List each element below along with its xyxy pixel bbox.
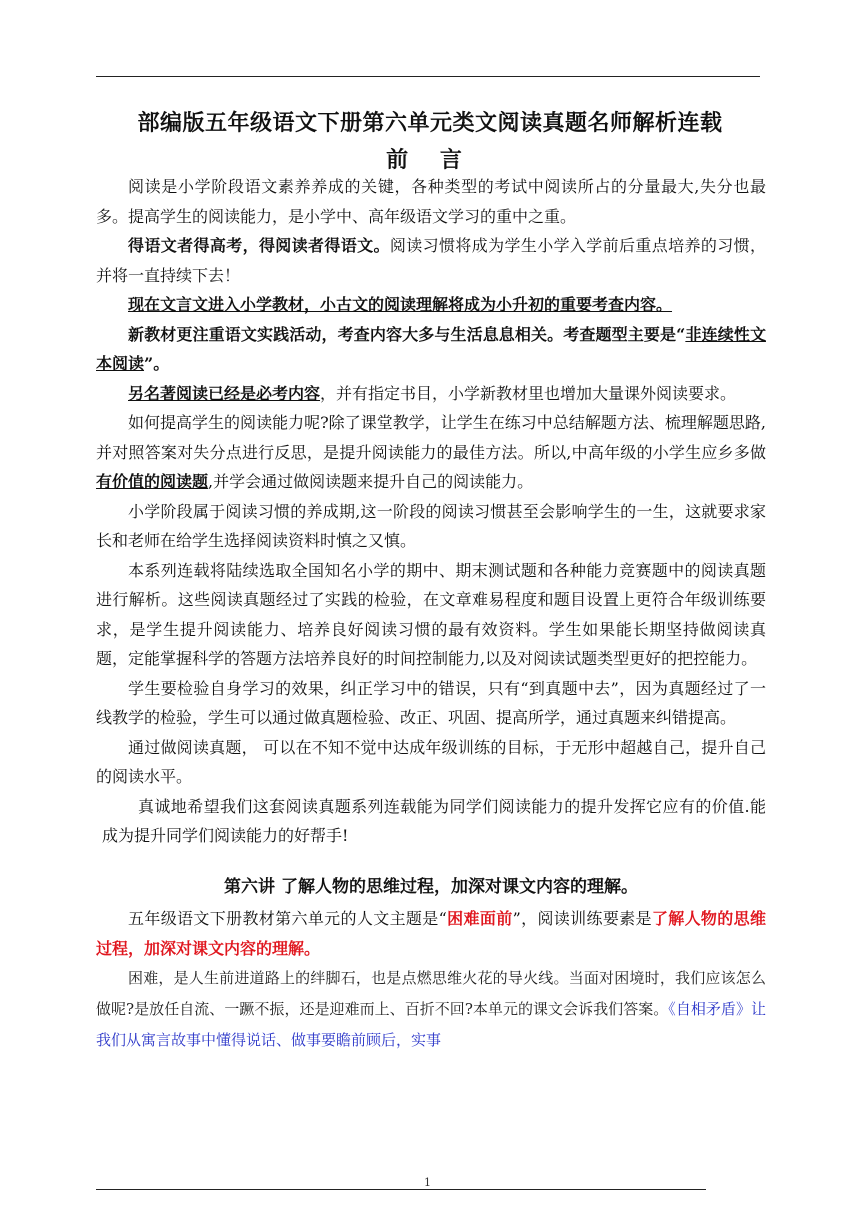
paragraph-6-end: ,并学会通过做阅读题来提升自己的阅读能力。 [208, 472, 534, 491]
paragraph-11: 真诚地希望我们这套阅读真题系列连载能为同学们阅读能力的提升发挥它应有的价值.能成为提升同学们阅读能力的好帮手! [102, 796, 766, 845]
paragraph-7: 小学阶段属于阅读习惯的养成期,这一阶段的阅读习惯甚至会影响学生的一生，这就要求家长和老师在给学生选择阅读资料时慎之又慎。 [96, 501, 766, 550]
paragraph-4-text: 新教材更注重语文实践活动，考查内容大多与生活息息相关。考查题型主要是“ [128, 324, 686, 344]
humanistic-theme: 困难面前 [446, 909, 513, 928]
paragraph-2 [96, 231, 766, 290]
paragraph-8: 本系列连载将陆续选取全国知名小学的期中、期末测试题和各种能力竞赛题中的阅读真题进行解析。这些阅读真题经过了实践的检验，在文章难易程度和题目设置上更符合年级训练要求，是学生提升阅读能力、培养良好阅读习惯的最有效资料。学生如果能长期坚持做阅读真题，定能掌握科学的答题方法培养良好的时间控制能力,以及对阅读试题类型更好的把控能力。 [96, 560, 766, 668]
paragraph-5-text: ，并有指定书目，小学新教材里也增加大量课外阅读要求。 [320, 383, 737, 403]
section-title: 前 言 [386, 147, 474, 173]
lecture-intro [96, 904, 766, 963]
paragraph-4 [96, 320, 766, 379]
header-rule [96, 76, 760, 77]
lecture-body-highlight: 《自相矛盾》让我们从寓言故事中懂得说话、做事要瞻前顾后，实事 [96, 1000, 766, 1049]
paragraph-6 [96, 408, 766, 497]
lecture-intro-text: 五年级语文下册教材第六单元的人文主题是“ [128, 909, 447, 928]
paragraph-6-text: 如何提高学生的阅读能力呢?除了课堂教学，让学生在练习中总结解题方法、梳理解题思路,并对照答案对失分点进行反思，是提升阅读能力的最佳方法。所以,中高年级的小学生应乡多做 [96, 413, 766, 462]
paragraph-6-underlined: 有价值的阅读题 [96, 472, 209, 491]
document-title: 部编版五年级语文下册第六单元类文阅读真题名师解析连载 [137, 110, 723, 136]
document-body [96, 172, 766, 1056]
paragraph-2-text: 阅读习惯将成为学生小学入学前后重点培养的习惯，并将一直持续下去！ [96, 236, 766, 285]
lecture-body-text: 困难，是人生前进道路上的绊脚石，也是点燃思维火花的导火线。当面对困境时，我们应该怎么做呢?是放任自流、一蹶不振，还是迎难而上、百折不回?本单元的课文会诉我们答案。 [96, 969, 766, 1018]
lecture-heading: 第六讲 了解人物的思维过程，加深对课文内容的理解。 [224, 876, 638, 897]
paragraph-1: 阅读是小学阶段语文素养养成的关键，各种类型的考试中阅读所占的分量最大,失分也最多。提高学生的阅读能力，是小学中、高年级语文学习的重中之重。 [96, 177, 766, 226]
paragraph-9: 学生要检验自身学习的效果，纠正学习中的错误，只有“到真题中去”，因为真题经过了一线教学的检验，学生可以通过做真题检验、改正、巩固、提高所学，通过真题来纠错提高。 [96, 678, 766, 727]
bold-slogan: 得语文者得高考，得阅读者得语文。 [128, 236, 390, 255]
paragraph-10: 通过做阅读真题， 可以在不知不觉中达成年级训练的目标，于无形中超越自己，提升自己的阅读水平。 [96, 737, 766, 786]
footer-rule [96, 1189, 706, 1190]
paragraph-4-underlined: 非连续性文本阅读 [96, 324, 766, 373]
paragraph-5-underlined: 另名著阅读已经是必考内容 [128, 383, 321, 403]
paragraph-3: 现在文言文进入小学教材，小古文的阅读理解将成为小升初的重要考查内容。 [128, 295, 673, 314]
reading-element: 了解人物的思维过程，加深对课文内容的理解。 [96, 909, 766, 958]
page-number: 1 [424, 1176, 431, 1189]
lecture-body [96, 963, 766, 1056]
lecture-intro-mid: ”，阅读训练要素是 [512, 909, 652, 928]
paragraph-4-end: ”。 [144, 354, 170, 373]
paragraph-5 [96, 379, 766, 409]
